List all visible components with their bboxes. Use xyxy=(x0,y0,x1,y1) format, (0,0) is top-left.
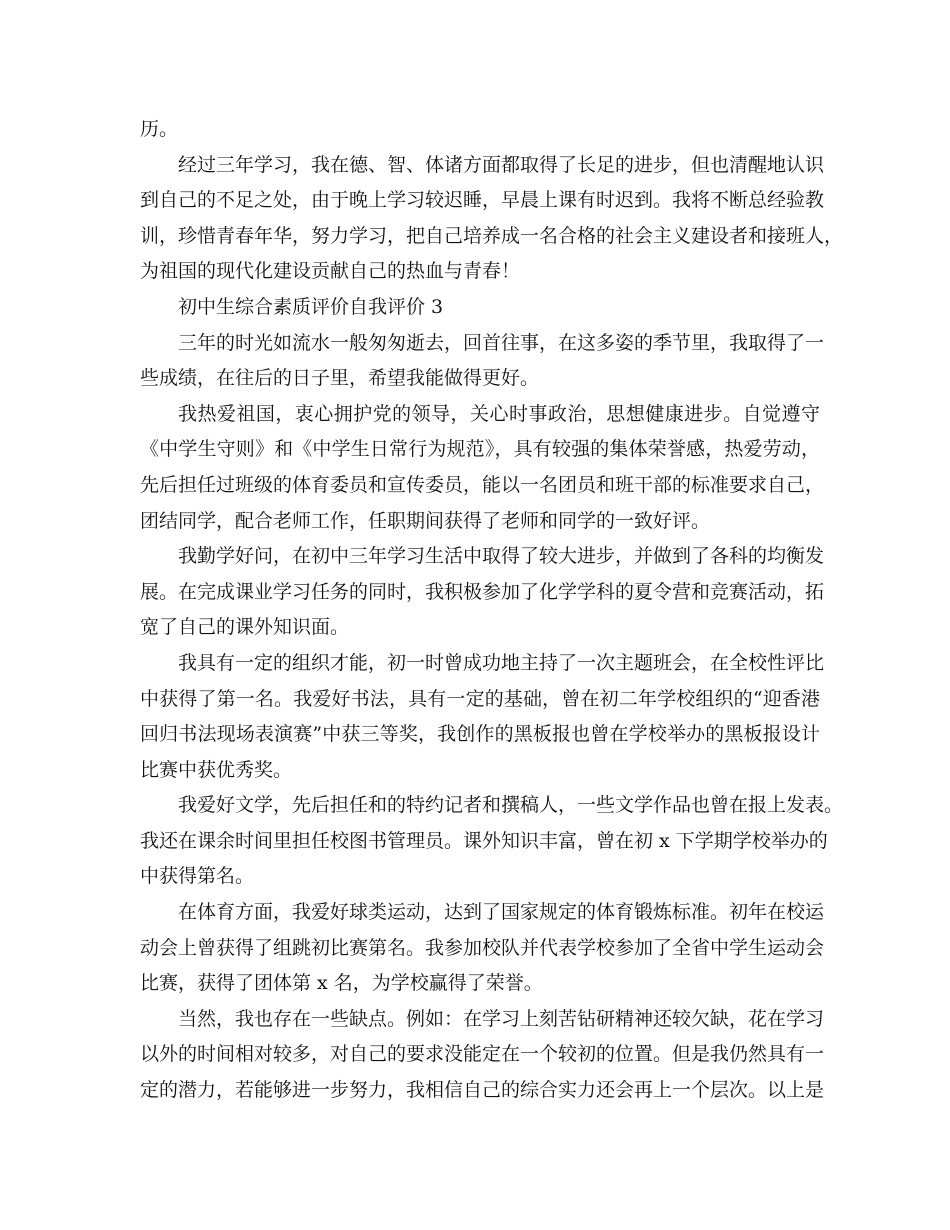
text-line: 三年的时光如流水一般匆匆逝去，回首往事，在这多姿的季节里，我取得了一 xyxy=(178,331,825,354)
document-body xyxy=(140,112,844,1109)
text-line: 到自己的不足之处，由于晚上学习较迟睡，早晨上课有时迟到。我将不断总经验教 xyxy=(140,189,825,212)
para-continuation xyxy=(140,112,820,148)
text-line: 中获得第名。 xyxy=(140,865,255,888)
text-line: 我还在课余时间里担任校图书管理员。课外知识丰富，曾在初 x 下学期学校举办的 xyxy=(140,829,828,852)
text-line: 比赛中获优秀奖。 xyxy=(140,758,293,781)
text-line: 我爱好文学，先后担任和的特约记者和撰稿人，一些文学作品也曾在报上发表。 xyxy=(178,794,844,817)
text-line: 我热爱祖国，衷心拥护党的领导，关心时事政治，思想健康进步。自觉遵守 xyxy=(178,402,820,425)
para-shortcomings xyxy=(140,1002,825,1109)
text-line: 些成绩，在往后的日子里，希望我能做得更好。 xyxy=(140,367,540,390)
text-line: 《中学生守则》和《中学生日常行为规范》，具有较强的集体荣誉感，热爱劳动， xyxy=(140,438,820,461)
text-line: 经过三年学习，我在德、智、体诸方面都取得了长足的进步，但也清醒地认识 xyxy=(178,153,825,176)
text-line: 先后担任过班级的体育委员和宣传委员，能以一名团员和班干部的标准要求自己， xyxy=(140,473,825,496)
text-line: 中获得了第一名。我爱好书法，具有一定的基础，曾在初二年学校组织的“迎香港 xyxy=(140,687,820,710)
para-sports xyxy=(140,895,825,1002)
heading-text: 初中生综合素质评价自我评价 3 xyxy=(178,295,444,318)
text-line: 动会上曾获得了组跳初比赛第名。我参加校队并代表学校参加了全省中学生运动会 xyxy=(140,936,825,959)
para-study xyxy=(140,539,825,646)
text-line: 宽了自己的课外知识面。 xyxy=(140,616,350,639)
text-line: 比赛，获得了团体第 x 名，为学校赢得了荣誉。 xyxy=(140,972,543,995)
para-literature xyxy=(140,788,844,895)
text-line: 在体育方面，我爱好球类运动，达到了国家规定的体育锻炼标准。初年在校运 xyxy=(178,901,825,924)
para-intro xyxy=(140,326,825,397)
text-line: 为祖国的现代化建设贡献自己的热血与青春！ xyxy=(140,260,521,283)
section-heading xyxy=(140,290,820,326)
text-line: 历。 xyxy=(140,118,179,140)
text-line: 展。在完成课业学习任务的同时，我积极参加了化学学科的夏令营和竞赛活动，拓 xyxy=(140,580,825,603)
text-line: 团结同学，配合老师工作，任职期间获得了老师和同学的一致好评。 xyxy=(140,509,711,532)
text-line: 我具有一定的组织才能，初一时曾成功地主持了一次主题班会，在全校性评比 xyxy=(178,651,825,674)
para-organization xyxy=(140,646,825,788)
text-line: 当然，我也存在一些缺点。例如：在学习上刻苦钻研精神还较欠缺，花在学习 xyxy=(178,1007,825,1030)
text-line: 训，珍惜青春年华，努力学习，把自己培养成一名合格的社会主义建设者和接班人， xyxy=(140,224,844,247)
text-line: 我勤学好问，在初中三年学习生活中取得了较大进步，并做到了各科的均衡发 xyxy=(178,545,825,568)
text-line: 回归书法现场表演赛”中获三等奖，我创作的黑板报也曾在学校举办的黑板报设计 xyxy=(140,723,820,746)
text-line: 以外的时间相对较多，对自己的要求没能定在一个较初的位置。但是我仍然具有一 xyxy=(140,1043,825,1066)
para-three-years-summary xyxy=(140,148,844,290)
text-line: 定的潜力，若能够进一步努力，我相信自己的综合实力还会再上一个层次。以上是 xyxy=(140,1079,825,1102)
para-patriotism xyxy=(140,397,825,539)
